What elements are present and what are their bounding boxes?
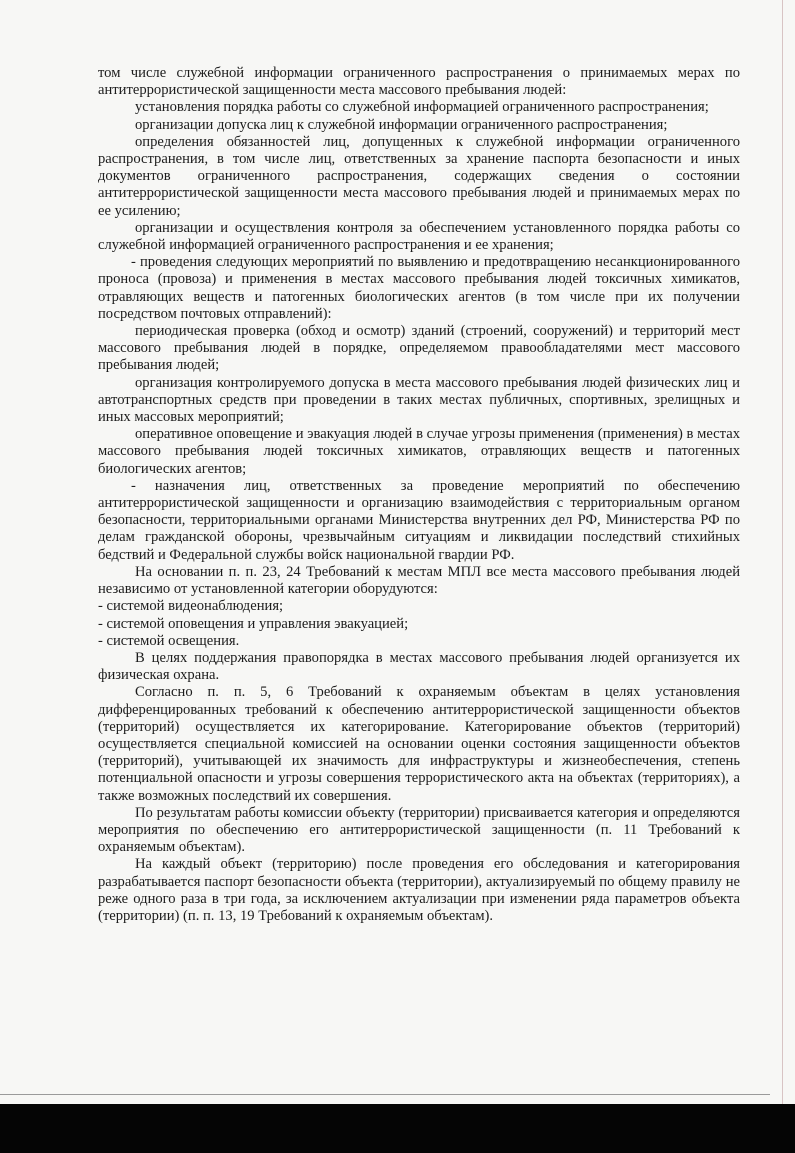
paragraph: организации допуска лиц к служебной информации ограниченного распространения; xyxy=(135,116,668,133)
list-item: - системой освещения. xyxy=(98,632,240,649)
paragraph: оперативное оповещение и эвакуация людей в случае угрозы применения (применения) в местах массового пребывания людей токсичных химикатов, отравляющих веществ и патогенных биологических агентов; xyxy=(98,426,740,477)
list-item: - системой видеонаблюдения; xyxy=(98,598,284,615)
paragraph: - назначения лиц, ответственных за проведение мероприятий по обеспечению антитеррористической защищенности и организацию взаимодействия с территориальным органом безопасности, территориальными органами Министерства внутренних дел РФ, Министерства РФ по делам гражданской обороны, чрезвычайным ситуациям и ликвидации последствий стихийных бедствий и Федеральной службы войск национальной гвардии РФ. xyxy=(98,477,740,563)
list-item: - системой оповещения и управления эвакуацией; xyxy=(98,615,409,632)
paragraph: На основании п. п. 23, 24 Требований к местам МПЛ все места массового пребывания людей независимо от установленной категории оборудуются: xyxy=(98,563,740,598)
page-edge xyxy=(782,0,783,1104)
document-body xyxy=(98,65,740,925)
paragraph: На каждый объект (территорию) после проведения его обследования и категорирования разрабатывается паспорт безопасности объекта (территории), актуализируемый по общему правилу не реже одного раза в три года, за исключением актуализации при изменении ряда параметров объекта (территории) (п. п. 13, 19 Требований к охраняемым объектам). xyxy=(98,856,740,924)
paragraph: периодическая проверка (обход и осмотр) зданий (строений, сооружений) и территорий мест массового пребывания людей в порядке, определяемом правообладателями мест массового пребывания людей; xyxy=(98,323,740,374)
paragraph: определения обязанностей лиц, допущенных к служебной информации ограниченного распространения, в том числе лиц, ответственных за хранение паспорта безопасности и иных документов ограниченного распространения, содержащих сведения о состоянии антитеррористической защищенности места массового пребывания людей и принимаемых мерах по ее усилению; xyxy=(98,133,740,219)
paragraph: организация контролируемого допуска в места массового пребывания людей физических лиц и автотранспортных средств при проведении в таких местах публичных, спортивных, зрелищных и иных массовых мероприятий; xyxy=(98,374,740,426)
paragraph: В целях поддержания правопорядка в местах массового пребывания людей организуется их физическая охрана. xyxy=(98,649,740,684)
scan-line xyxy=(0,1094,770,1095)
paragraph: том числе служебной информации ограниченного распространения о принимаемых мерах по антитеррористической защищенности места массового пребывания людей: xyxy=(98,65,740,99)
paragraph: По результатам работы комиссии объекту (территории) присваивается категория и определяются мероприятия по обеспечению его антитеррористической защищенности (п. 11 Требований к охраняемым объектам). xyxy=(98,804,740,856)
paragraph: организации и осуществления контроля за обеспечением установленного порядка работы со служебной информацией ограниченного распространения и ее хранения; xyxy=(98,219,740,254)
scan-border xyxy=(0,1104,795,1153)
paragraph: Согласно п. п. 5, 6 Требований к охраняемым объектам в целях установления дифференцированных требований к обеспечению антитеррористической защищенности объектов (территорий) осуществляется их категорирование. Категорирование объектов (территорий) осуществляется специальной комиссией на основании оценки состояния защищенности объектов (территорий), учитывающей их значимость для инфраструктуры и жизнеобеспечения, степень потенциальной опасности и угрозы совершения террористического акта на объектах (территориях), а также возможных последствий их совершения. xyxy=(98,684,740,804)
paragraph: - проведения следующих мероприятий по выявлению и предотвращению несанкционированного проноса (провоза) и применения в местах массового пребывания людей токсичных химикатов, отравляющих веществ и патогенных биологических агентов (в том числе при их получении посредством почтовых отправлений): xyxy=(98,254,740,322)
paragraph: установления порядка работы со служебной информацией ограниченного распространения; xyxy=(135,99,709,116)
